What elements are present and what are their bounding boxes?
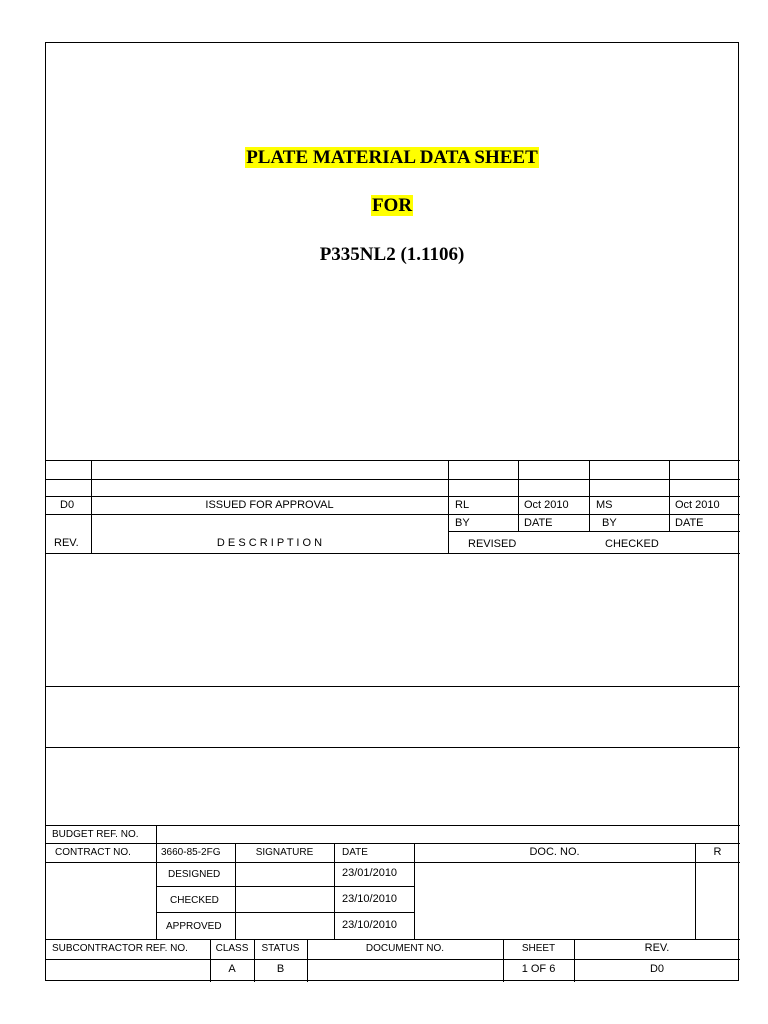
rev-value-footer: D0 <box>649 963 665 975</box>
title-line-1 <box>46 147 738 169</box>
rev-vline-5 <box>669 460 670 531</box>
header-checked: CHECKED <box>605 538 659 550</box>
class-value: A <box>228 963 236 975</box>
document-no-label: DOCUMENT NO. <box>365 943 445 954</box>
checked-date-value: Oct 2010 <box>675 499 720 511</box>
header-description: D E S C R I P T I O N <box>216 537 323 549</box>
tb-line-2 <box>46 843 740 844</box>
document-sheet <box>45 42 739 981</box>
signature-label: SIGNATURE <box>255 847 314 858</box>
date-label: DATE <box>342 847 368 858</box>
tb-line-6 <box>46 939 740 940</box>
rev-value: D0 <box>60 499 75 511</box>
description-value: ISSUED FOR APPROVAL <box>205 499 334 511</box>
rev-line-6 <box>46 553 740 554</box>
tb-line-5 <box>156 912 414 913</box>
designed-date: 23/01/2010 <box>342 867 398 879</box>
rev-line-1 <box>46 460 740 461</box>
header-rev: REV. <box>54 537 79 549</box>
title-text-2: FOR <box>371 195 413 216</box>
subcontractor-ref-label: SUBCONTRACTOR REF. NO. <box>52 943 188 954</box>
checked-date: 23/10/2010 <box>342 893 398 905</box>
tb-vline-3 <box>334 843 335 939</box>
approved-date: 23/10/2010 <box>342 919 398 931</box>
header-revised: REVISED <box>468 538 517 550</box>
header-date-1: DATE <box>524 517 553 529</box>
rev-label: REV. <box>644 942 670 954</box>
revised-date-value: Oct 2010 <box>524 499 569 511</box>
title-text-3: P335NL2 (1.1106) <box>319 244 465 265</box>
tb-line-7 <box>46 959 740 960</box>
sheet-label: SHEET <box>521 943 556 954</box>
budget-ref-label: BUDGET REF. NO. <box>52 829 139 840</box>
rev-line-4 <box>46 514 740 515</box>
contract-no-label: CONTRACT NO. <box>55 847 131 858</box>
rev-line-5 <box>448 531 740 532</box>
tb-line-4 <box>156 886 414 887</box>
checked-by-value: MS <box>596 499 613 511</box>
rev-vline-4 <box>589 460 590 531</box>
tb-line-3 <box>46 862 740 863</box>
tb-line-1 <box>46 825 740 826</box>
rev-line-3 <box>46 496 740 497</box>
contract-no-value: 3660-85-2FG <box>161 847 221 858</box>
class-label: CLASS <box>215 943 249 954</box>
title-line-2 <box>46 195 738 217</box>
block-divider-2 <box>46 747 740 748</box>
designed-label: DESIGNED <box>168 869 221 880</box>
rev-vline-3 <box>518 460 519 531</box>
status-value: B <box>276 963 285 975</box>
block-divider-1 <box>46 686 740 687</box>
checked-label: CHECKED <box>170 895 219 906</box>
sheet-value: 1 OF 6 <box>521 963 556 975</box>
title-text-1: PLATE MATERIAL DATA SHEET <box>246 147 538 168</box>
title-line-3 <box>46 244 738 266</box>
header-by-1: BY <box>455 517 470 529</box>
header-date-2: DATE <box>675 517 704 529</box>
status-label: STATUS <box>261 943 300 954</box>
doc-no-label: DOC. NO. <box>529 846 580 858</box>
r-label: R <box>713 846 722 858</box>
header-by-2: BY <box>602 517 617 529</box>
revised-by-value: RL <box>455 499 470 511</box>
tb-vline-1 <box>156 825 157 939</box>
rev-line-2 <box>46 479 740 480</box>
approved-label: APPROVED <box>166 921 222 932</box>
rev-vline-2 <box>448 460 449 553</box>
